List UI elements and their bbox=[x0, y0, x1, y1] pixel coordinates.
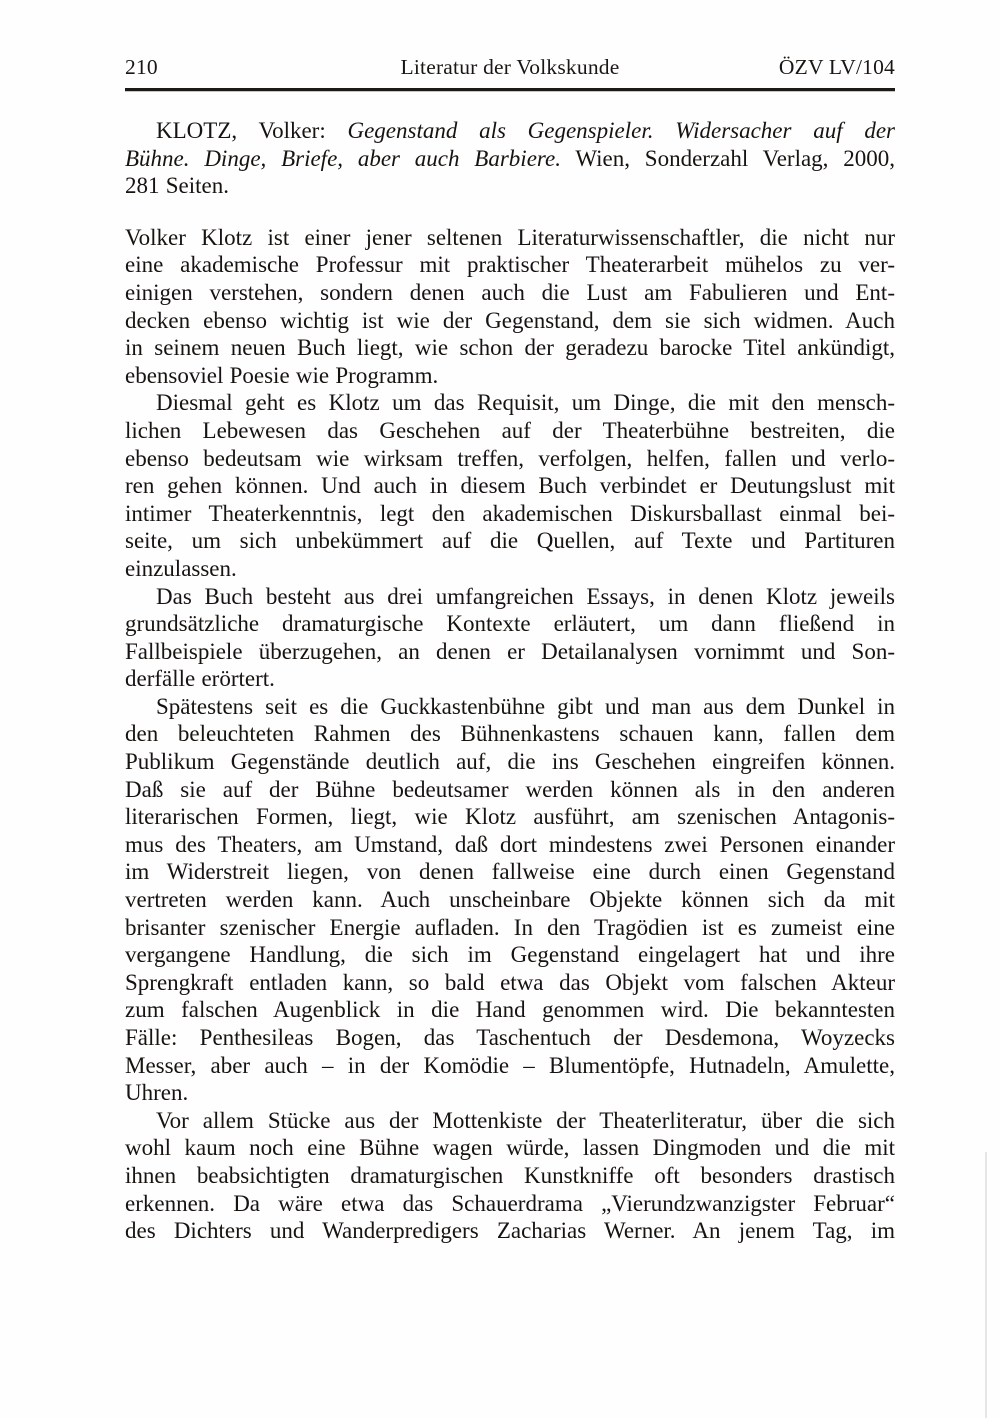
review-paragraph-4 bbox=[125, 693, 895, 1107]
text-line: Das Buch besteht aus drei umfangreichen Essays, in denen Klotz jeweils bbox=[156, 583, 895, 609]
text-segment: Wien, Sonderzahl Verlag, 2000, bbox=[560, 145, 895, 171]
text-line: vertreten werden kann. Auch unscheinbare Objekte können sich da mit bbox=[125, 887, 895, 913]
review-paragraph-3 bbox=[125, 583, 895, 693]
text-line bbox=[125, 172, 895, 200]
text-line: Sprengkraft entladen kann, so bald etwa das Objekt vom falschen Akteur bbox=[125, 969, 895, 995]
running-header bbox=[125, 54, 895, 80]
text-segment: KLOTZ, Volker: bbox=[156, 118, 348, 143]
text-line bbox=[125, 145, 895, 173]
text-line: zum falschen Augenblick in die Hand genommen wird. Die bekanntesten bbox=[125, 997, 895, 1023]
review-paragraph-2 bbox=[125, 389, 895, 582]
text-line: intimer Theaterkenntnis, legt den akademischen Diskursballast einmal bei- bbox=[125, 500, 895, 526]
scan-artifact-line bbox=[985, 1152, 987, 1418]
text-line: Uhren. bbox=[125, 1080, 189, 1106]
text-segment: 281 Seiten. bbox=[125, 173, 229, 199]
page-number: 210 bbox=[125, 55, 158, 79]
text-line: brisanter szenischer Energie aufladen. In den Tragödien ist es zumeist eine bbox=[125, 914, 895, 940]
text-line: ebenso bedeutsam wie wirksam treffen, verfolgen, helfen, fallen und verlo- bbox=[125, 445, 895, 471]
text-line: mus des Theaters, am Umstand, daß dort mindestens zwei Personen einander bbox=[125, 831, 895, 857]
text-line: literarischen Formen, liegt, wie Klotz ausführt, am szenischen Antagonis- bbox=[125, 804, 895, 830]
text-line: seite, um sich unbekümmert auf die Quellen, auf Texte und Partituren bbox=[125, 528, 895, 554]
text-line: des Dichters und Wanderpredigers Zacharias Werner. An jenem Tag, im bbox=[125, 1218, 895, 1244]
text-line: wohl kaum noch eine Bühne wagen würde, lassen Dingmoden und die mit bbox=[125, 1135, 895, 1161]
text-line: einzulassen. bbox=[125, 555, 237, 581]
header-rule bbox=[125, 88, 895, 91]
book-title-segment: Gegenstand als Gegenspieler. Widersacher auf der bbox=[347, 118, 895, 143]
text-line: decken ebenso wichtig ist wie der Gegenstand, dem sie sich widmen. Auch bbox=[125, 307, 895, 333]
text-line: Diesmal geht es Klotz um das Requisit, um Dinge, die mit den mensch- bbox=[156, 390, 895, 416]
text-line: im Widerstreit liegen, von denen fallweise eine durch einen Gegenstand bbox=[125, 859, 895, 885]
text-line: Fälle: Penthesileas Bogen, das Taschentuch der Desdemona, Woyzecks bbox=[125, 1025, 895, 1050]
text-line: eine akademische Professur mit praktischer Theaterarbeit mühelos zu ver- bbox=[125, 252, 895, 278]
text-line: einigen verstehen, sondern denen auch die Lust am Fabulieren und Ent- bbox=[125, 279, 895, 305]
review-paragraph-1 bbox=[125, 224, 895, 390]
text-line: Messer, aber auch – in der Komödie – Blumentöpfe, Hutnadeln, Amulette, bbox=[125, 1052, 895, 1078]
text-line: Daß sie auf der Bühne bedeutsamer werden können als in den anderen bbox=[125, 776, 895, 802]
book-title-segment: Bühne. Dinge, Briefe, aber auch Barbiere. bbox=[125, 145, 561, 171]
text-line: Spätestens seit es die Guckkastenbühne gibt und man aus dem Dunkel in bbox=[156, 693, 895, 719]
text-line: Volker Klotz ist einer jener seltenen Literaturwissenschaftler, die nicht nur bbox=[125, 224, 895, 250]
review-paragraph-5 bbox=[125, 1107, 895, 1245]
citation-paragraph bbox=[125, 117, 895, 200]
running-title: Literatur der Volkskunde bbox=[400, 55, 620, 79]
text-line: ebensoviel Poesie wie Programm. bbox=[125, 362, 439, 388]
text-line: lichen Lebewesen das Geschehen auf der Theaterbühne bestreiten, die bbox=[125, 417, 895, 443]
text-line: grundsätzliche dramaturgische Kontexte erläutert, um dann fließend in bbox=[125, 611, 895, 637]
page-content bbox=[125, 117, 895, 1245]
text-line bbox=[125, 117, 895, 145]
text-line: Publikum Gegenstände deutlich auf, die ins Geschehen eingreifen können. bbox=[125, 749, 895, 775]
text-line: den beleuchteten Rahmen des Bühnenkastens schauen kann, fallen dem bbox=[125, 721, 895, 747]
text-line: ren gehen können. Und auch in diesem Buch verbindet er Deutungslust mit bbox=[125, 473, 895, 499]
text-line: vergangene Handlung, die sich im Gegenstand eingelagert hat und ihre bbox=[125, 942, 895, 968]
text-line: ihnen beabsichtigten dramaturgischen Kunstkniffe oft besonders drastisch bbox=[125, 1162, 895, 1188]
text-line: Fallbeispiele überzugehen, an denen er Detailanalysen vornimmt und Son- bbox=[125, 638, 895, 664]
text-line: erkennen. Da wäre etwa das Schauerdrama „Vierundzwanzigster Februar“ bbox=[125, 1190, 895, 1216]
text-line: derfälle erörtert. bbox=[125, 666, 275, 692]
text-column bbox=[125, 54, 895, 1245]
text-line: Vor allem Stücke aus der Mottenkiste der Theaterliteratur, über die sich bbox=[156, 1107, 895, 1133]
text-line: in seinem neuen Buch liegt, wie schon der geradezu barocke Titel ankündigt, bbox=[125, 335, 895, 361]
issue-label: ÖZV LV/104 bbox=[778, 55, 895, 79]
